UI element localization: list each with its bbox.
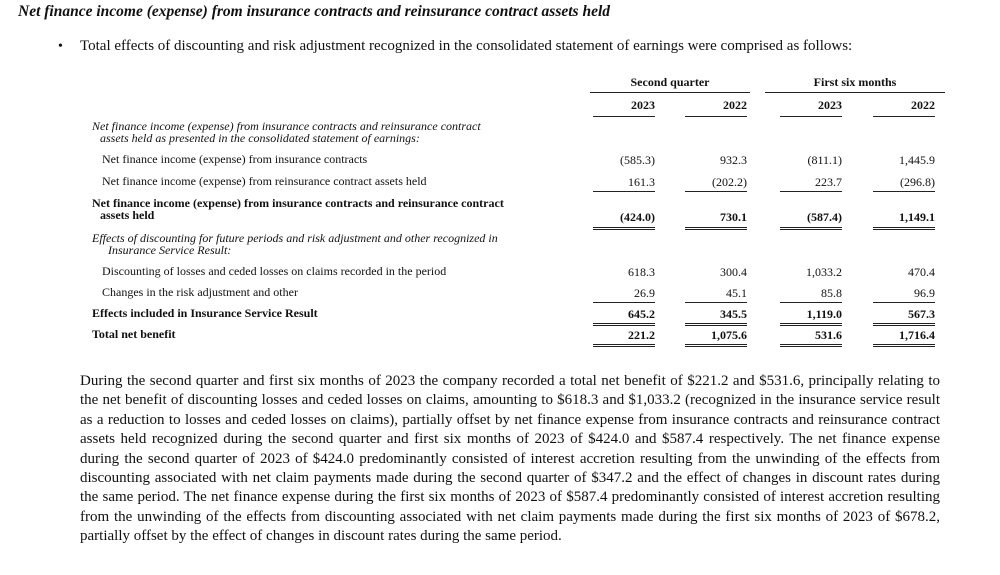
double-underline xyxy=(873,344,935,347)
double-underline xyxy=(685,344,747,347)
row-underline xyxy=(873,191,935,192)
section-title: Net finance income (expense) from insurance contracts and reinsurance contract xyxy=(92,119,481,133)
subtotal-value: 1,119.0 xyxy=(806,307,842,321)
cell-value: 96.9 xyxy=(914,286,935,300)
cell-value: 85.8 xyxy=(821,286,842,300)
subtotal-value: 730.1 xyxy=(720,210,747,224)
subtotal-value: (424.0) xyxy=(620,210,655,224)
row-underline xyxy=(780,191,842,192)
header-underline xyxy=(780,116,842,117)
cell-value: 26.9 xyxy=(634,286,655,300)
cell-value: 223.7 xyxy=(815,175,842,189)
cell-value: 300.4 xyxy=(720,265,747,279)
subtotal-label: Effects included in Insurance Service Result xyxy=(92,306,318,320)
header-first-six-months: First six months xyxy=(813,75,897,89)
cell-value: 470.4 xyxy=(908,265,935,279)
cell-value: (811.1) xyxy=(807,153,842,167)
double-underline xyxy=(593,227,655,230)
subtotal-value: 645.2 xyxy=(628,307,655,321)
double-underline xyxy=(873,323,935,326)
section-title: Effects of discounting for future periods and risk adjustment and other recognized in xyxy=(92,231,498,245)
double-underline xyxy=(685,323,747,326)
cell-value: 45.1 xyxy=(726,286,747,300)
row-label: Changes in the risk adjustment and other xyxy=(102,285,298,299)
row-label: Net finance income (expense) from insurance contracts xyxy=(102,152,368,166)
cell-value: (296.8) xyxy=(900,175,935,189)
double-underline xyxy=(593,323,655,326)
double-underline xyxy=(685,227,747,230)
total-label: Total net benefit xyxy=(92,327,176,341)
total-value: 221.2 xyxy=(628,328,655,342)
intro-text: Total effects of discounting and risk adjustment recognized in the consolidated statement of earnings were comprised as follows: xyxy=(80,38,853,54)
subtotal-label: Net finance income (expense) from insurance contracts and reinsurance contract xyxy=(92,196,504,210)
header-underline xyxy=(873,116,935,117)
cell-value: 618.3 xyxy=(628,265,655,279)
header-underline xyxy=(593,116,655,117)
double-underline xyxy=(780,344,842,347)
double-underline xyxy=(873,227,935,230)
year-header: 2022 xyxy=(911,98,935,112)
row-underline xyxy=(873,302,935,303)
cell-value: (202.2) xyxy=(712,175,747,189)
header-divider xyxy=(765,92,945,93)
cell-value: 932.3 xyxy=(720,153,747,167)
bullet-icon: • xyxy=(58,39,63,54)
subtotal-label: assets held xyxy=(100,208,155,222)
total-value: 1,075.6 xyxy=(711,328,747,342)
cell-value: (585.3) xyxy=(620,153,655,167)
row-label: Discounting of losses and ceded losses on claims recorded in the period xyxy=(102,264,447,278)
header-underline xyxy=(685,116,747,117)
subtotal-value: 1,149.1 xyxy=(899,210,935,224)
header-second-quarter: Second quarter xyxy=(630,75,710,89)
row-label: Net finance income (expense) from reinsurance contract assets held xyxy=(102,174,427,188)
cell-value: 1,445.9 xyxy=(899,153,935,167)
header-divider xyxy=(590,92,750,93)
total-value: 531.6 xyxy=(815,328,842,342)
cell-value: 161.3 xyxy=(628,175,655,189)
section-heading: Net finance income (expense) from insurance contracts and reinsurance contract assets held xyxy=(18,3,611,20)
row-underline xyxy=(593,191,655,192)
row-underline xyxy=(685,191,747,192)
year-header: 2023 xyxy=(818,98,842,112)
year-header: 2023 xyxy=(631,98,655,112)
year-header: 2022 xyxy=(723,98,747,112)
cell-value: 1,033.2 xyxy=(806,265,842,279)
section-title: Insurance Service Result: xyxy=(108,243,232,257)
body-paragraph: During the second quarter and first six months of 2023 the company recorded a total net benefit of $221.2 and $531.6, principally relating to the net benefit of discounting losses and ceded losses on claims, amounting to $618.3 and $1,033.2 (recognized in the insurance service result as a reduction to losses and ceded losses on claims), partially offset by net finance expense from insurance contracts and reinsurance contract assets held recognized during the second quarter and first six months of 2023 of $424.0 and $587.4 respectively. The net finance expense during the second quarter of 2023 of $424.0 predominantly consisted of interest accretion resulting from the unwinding of the effects from discounting associated with net claim payments made during the second quarter of $347.2 and the effect of changes in discount rates during the same period. The net finance expense during the first six months of 2023 of $587.4 predominantly consisted of interest accretion resulting from the unwinding of the effects from discounting associated with net claim payments made during the first six months of 2023 of $678.2, partially offset by the effect of changes in discount rates during the same period. xyxy=(80,373,940,545)
double-underline xyxy=(780,323,842,326)
double-underline xyxy=(593,344,655,347)
total-value: 1,716.4 xyxy=(899,328,935,342)
subtotal-value: 567.3 xyxy=(908,307,935,321)
row-underline xyxy=(593,302,655,303)
row-underline xyxy=(685,302,747,303)
subtotal-value: 345.5 xyxy=(720,307,747,321)
section-title: assets held as presented in the consolidated statement of earnings: xyxy=(100,131,420,145)
row-underline xyxy=(780,302,842,303)
subtotal-value: (587.4) xyxy=(807,210,842,224)
double-underline xyxy=(780,227,842,230)
